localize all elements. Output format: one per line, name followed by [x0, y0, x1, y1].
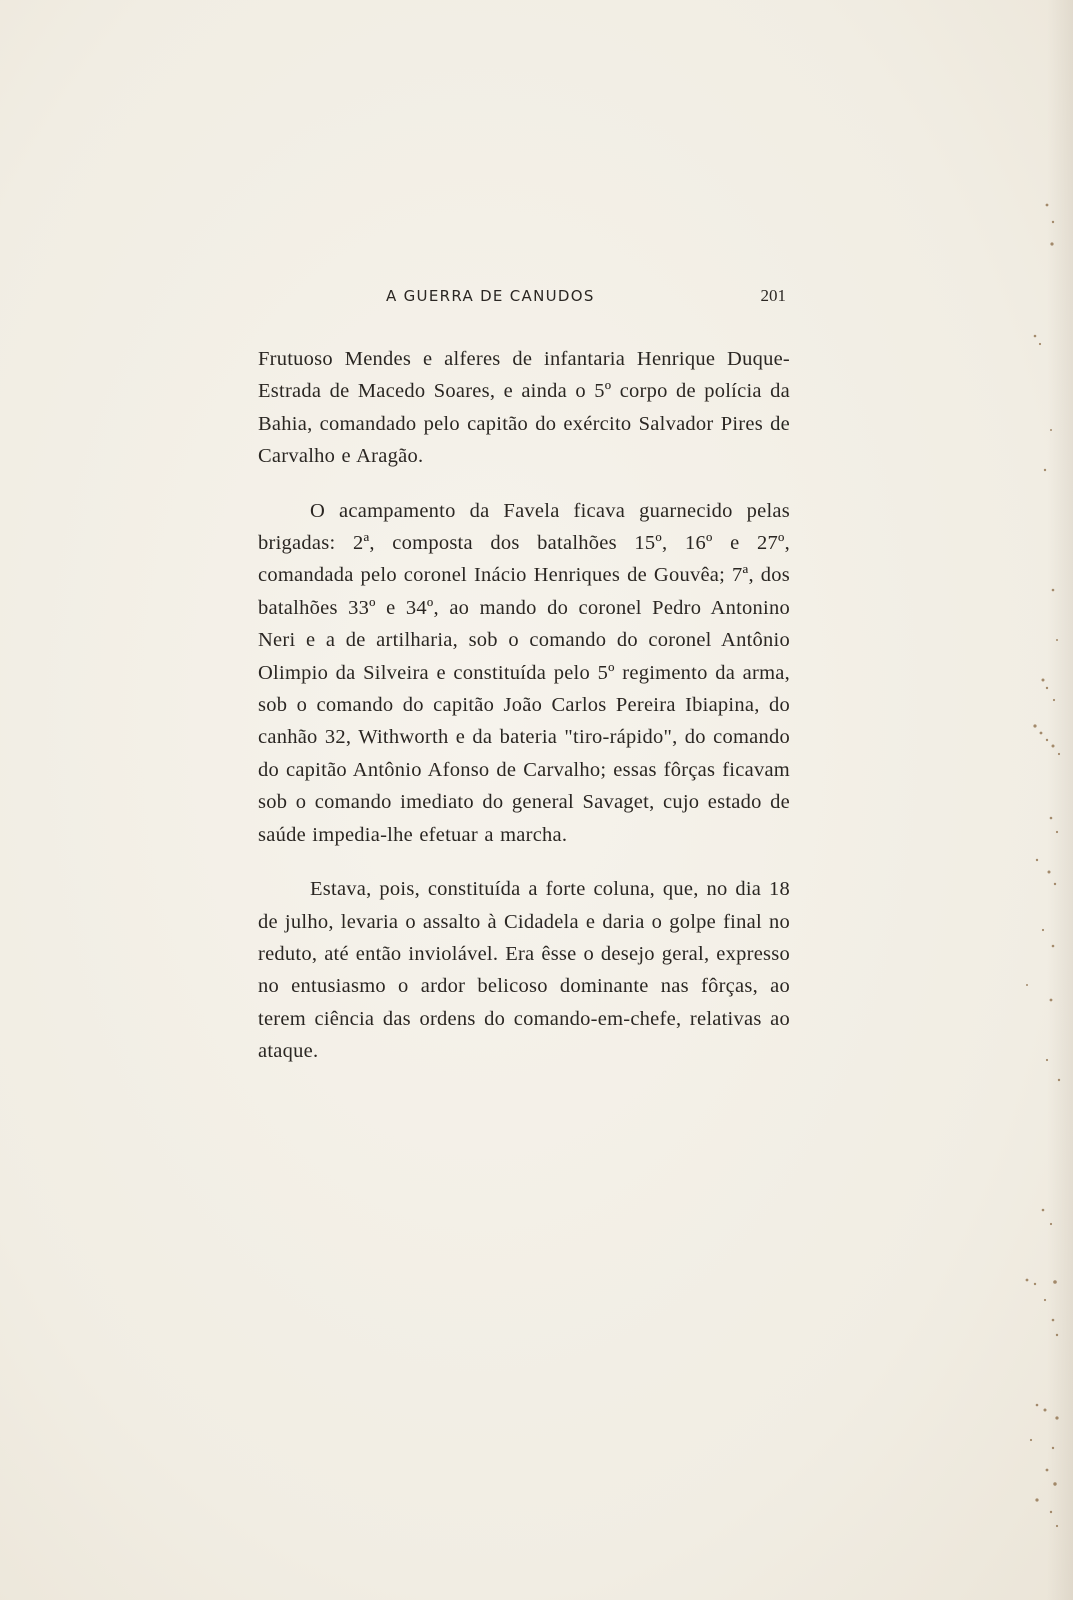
- running-header: [386, 283, 792, 309]
- paper-foxing-specks: [1007, 0, 1067, 1600]
- body-text: [258, 343, 790, 1068]
- paragraph-2: O acampamento da Favela ficava guarnecido pelas brigadas: 2ª, composta dos batalhões 15º, 16º e 27º, comandada pelo coronel Inácio Henriques de Gouvêa; 7ª, dos batalhões 33º e 34º, ao mando do coronel Pedro Antonino Neri e a de artilharia, sob o comando do coronel Antônio Olimpio da Silveira e constituída pelo 5º regimento da arma, sob o comando do capitão João Carlos Pereira Ibiapina, do canhão 32, Withworth e da bateria "tiro-rápido", do comando do capitão Antônio Afonso de Carvalho; essas fôrças ficavam sob o comando imediato do general Savaget, cujo estado de saúde impedia-lhe efetuar a marcha.: [258, 499, 790, 846]
- page-number: 201: [760, 286, 786, 305]
- paragraph-1: Frutuoso Mendes e alferes de infantaria Henrique Duque-Estrada de Macedo Soares, e ainda o 5º corpo de polícia da Bahia, comandado pelo capitão do exército Salvador Pires de Carvalho e Aragão.: [258, 348, 790, 468]
- running-title: A GUERRA DE CANUDOS: [386, 287, 595, 305]
- paragraph-3: Estava, pois, constituída a forte coluna, que, no dia 18 de julho, levaria o assalto à Cidadela e daria o golpe final no reduto, até então inviolável. Era êsse o desejo geral, expresso no entusiasmo o ardor belicoso dominante nas fôrças, ao terem ciência das ordens do comando-em-chefe, relativas ao ataque.: [258, 878, 790, 1063]
